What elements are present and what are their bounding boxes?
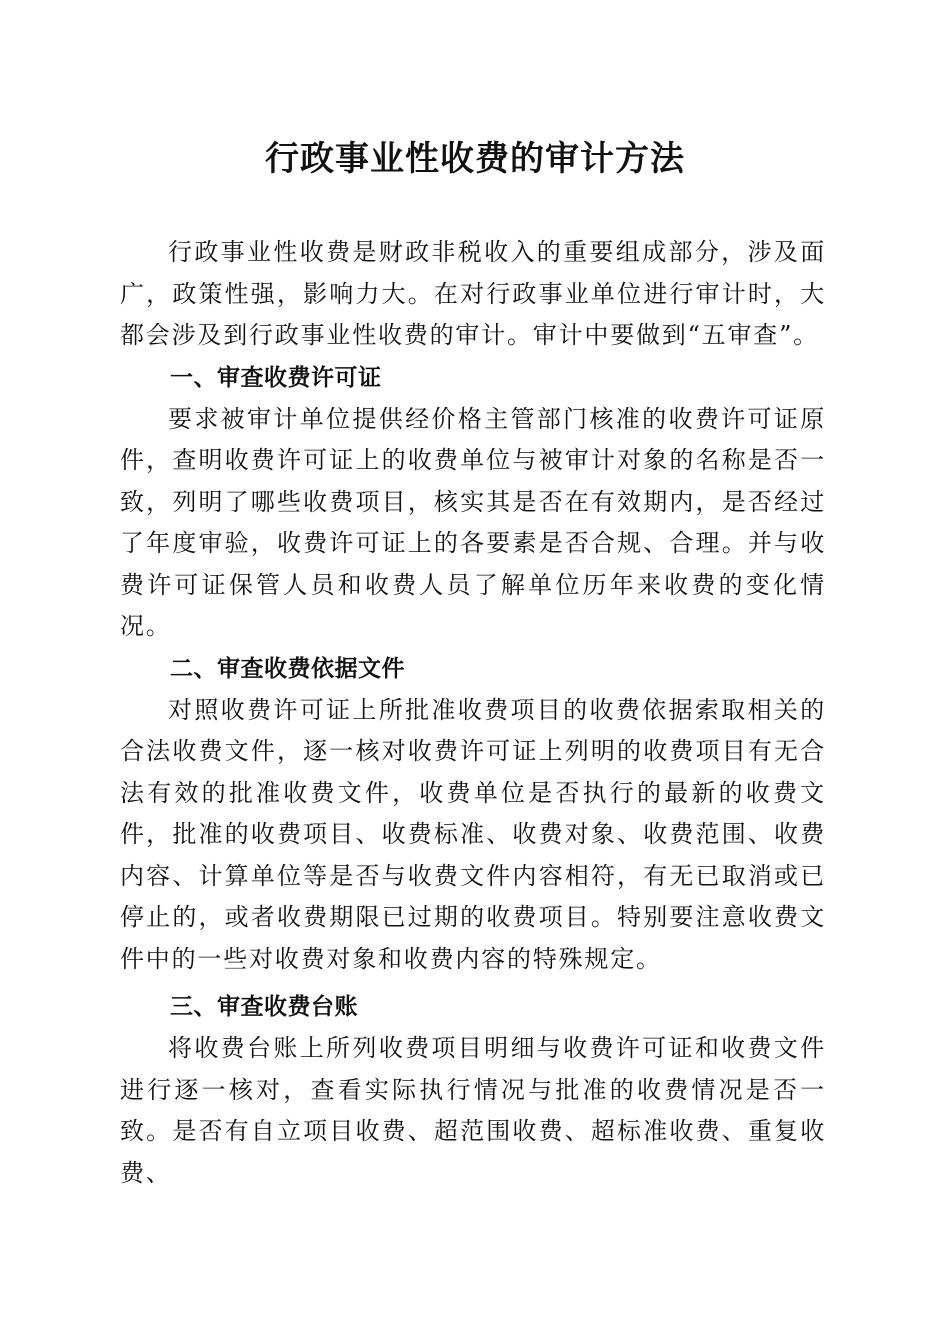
section-paragraph-license: 要求被审计单位提供经价格主管部门核准的收费许可证原件，查明收费许可证上的收费单位与被审计对象的名称是否一致，列明了哪些收费项目，核实其是否在有效期内，是否经过了年度审验，收费许可证上的各要素是否合规、合理。并与收费许可证保管人员和收费人员了解单位历年来收费的变化情况。 (120, 404, 826, 640)
section-heading-ledger: 三、审查收费台账 (170, 994, 358, 1020)
section-heading-basis-documents: 二、审查收费依据文件 (170, 655, 405, 682)
document-body (120, 232, 826, 1194)
section-paragraph-ledger: 将收费台账上所列收费项目明细与收费许可证和收费文件进行逐一核对，查看实际执行情况与批准的收费情况是否一致。是否有自立项目收费、超范围收费、超标准收费、重复收费、 (120, 1034, 826, 1187)
intro-paragraph: 行政事业性收费是财政非税收入的重要组成部分，涉及面广，政策性强，影响力大。在对行政事业单位进行审计时，大都会涉及到行政事业性收费的审计。审计中要做到“五审查”。 (120, 238, 826, 349)
section-heading-license: 一、审查收费许可证 (170, 364, 382, 391)
document-title: 行政事业性收费的审计方法 (265, 139, 685, 179)
section-paragraph-basis-documents: 对照收费许可证上所批准收费项目的收费依据索取相关的合法收费文件，逐一核对收费许可证上列明的收费项目有无合法有效的批准收费文件，收费单位是否执行的最新的收费文件，批准的收费项目、收费标准、收费对象、收费范围、收费内容、计算单位等是否与收费文件内容相符，有无已取消或已停止的，或者收费期限已过期的收费项目。特别要注意收费文件中的一些对收费对象和收费内容的特殊规定。 (120, 695, 826, 973)
